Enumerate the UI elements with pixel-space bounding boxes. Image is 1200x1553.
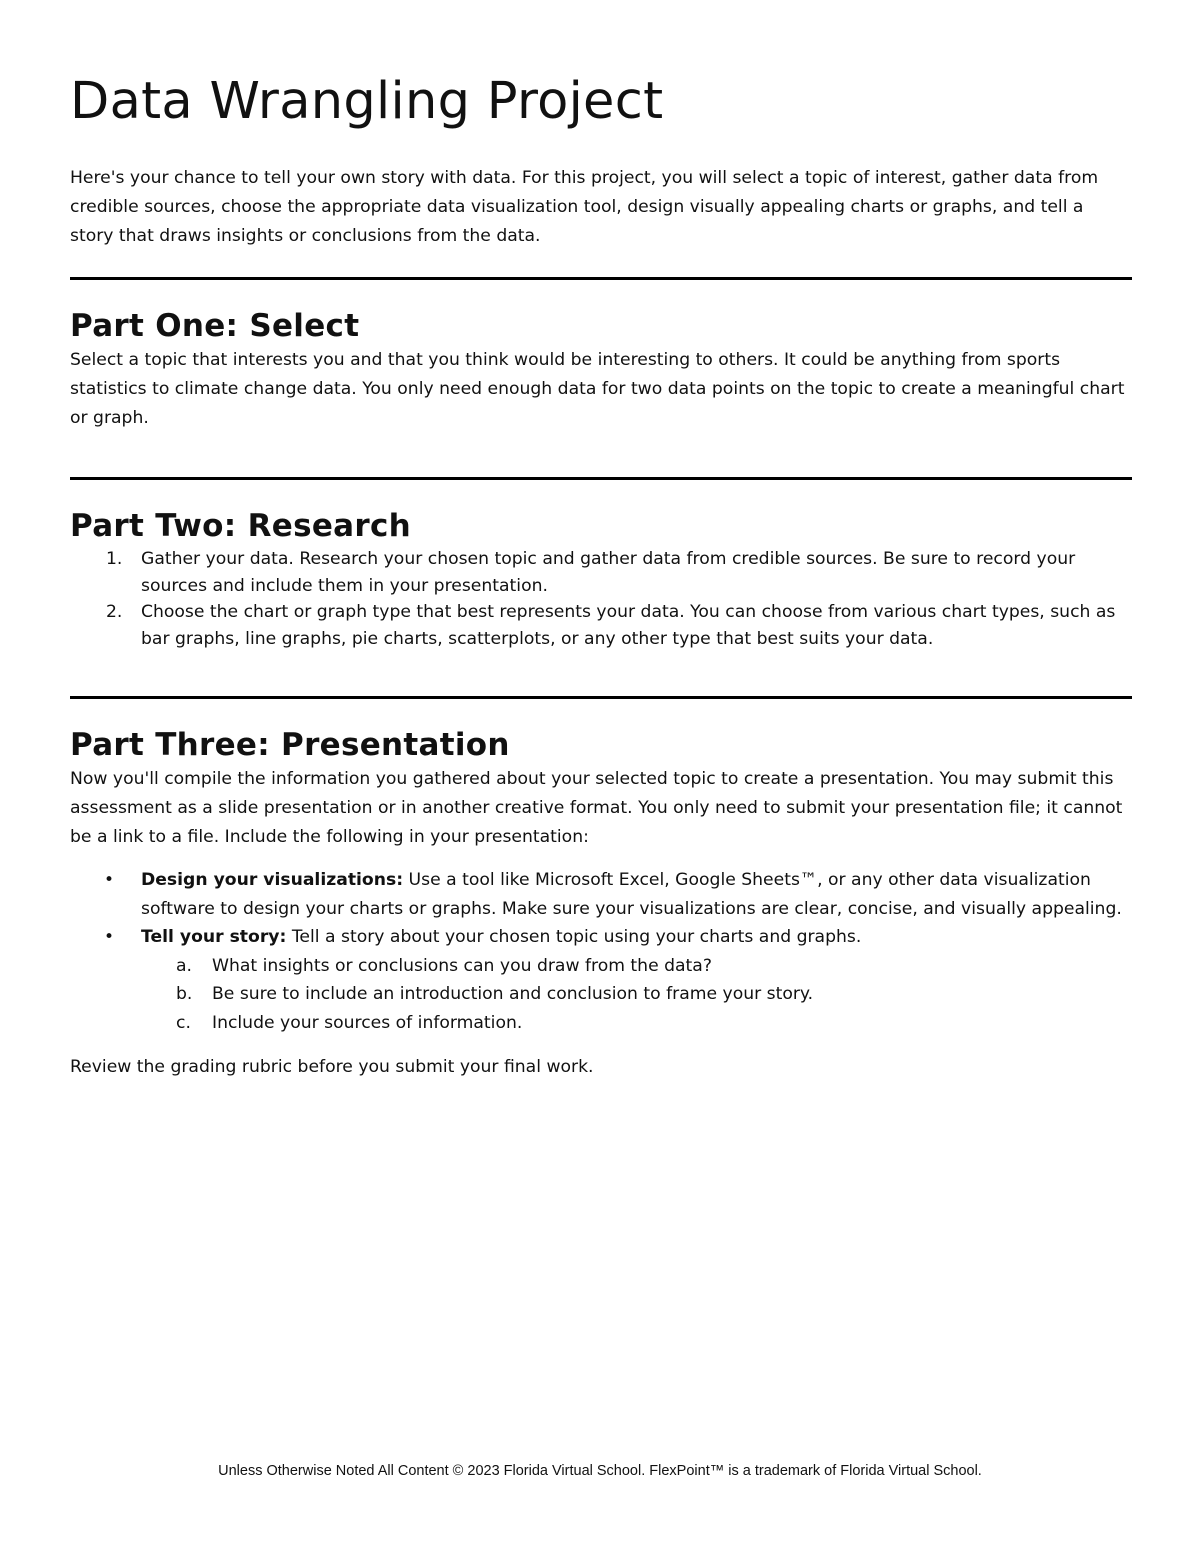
intro-paragraph: Here's your chance to tell your own story with data. For this project, you will select a topic of interest, gather data from credible sources, choose the appropriate data visualization tool, design visually appealing charts or graphs, and tell a story that draws insights or conclusions from the data. [70, 168, 1099, 246]
list-marker: 2. [106, 602, 123, 622]
part-three-body: Now you'll compile the information you gathered about your selected topic to create a presentation. You may submit this assessment as a slide presentation or in another creative format. You only need to submit your presentation file; it cannot be a link to a file. Include the following in your presentation: [70, 769, 1123, 847]
list-marker: c. [176, 1012, 191, 1033]
presentation-requirements [70, 866, 1132, 1037]
list-marker: 1. [106, 549, 123, 569]
list-item [70, 1009, 1132, 1038]
list-item-text: Choose the chart or graph type that best represents your data. You can choose from various chart types, such as bar graphs, line graphs, pie charts, scatterplots, or any other type that best suits your data. [141, 602, 1116, 649]
closing-note: Review the grading rubric before you submit your final work. [70, 1057, 594, 1077]
bullet-lead: Design your visualizations: [141, 870, 404, 890]
part-three-heading: Part Three: Presentation [70, 727, 510, 763]
list-marker: a. [176, 955, 192, 976]
list-item [70, 866, 1132, 923]
part-two-heading: Part Two: Research [70, 508, 411, 544]
list-item [70, 980, 1132, 1009]
page-title: Data Wrangling Project [70, 72, 664, 131]
list-item [70, 599, 1132, 652]
section-divider [70, 477, 1132, 480]
bullet-lead: Tell your story: [141, 927, 287, 947]
document-content [70, 68, 1132, 1082]
story-subitems [70, 952, 1132, 1038]
bullet-text: Use a tool like Microsoft Excel, Google Sheets™, or any other data visualization software to design your charts or graphs. Make sure your visualizations are clear, concise, and visually appealing. [141, 870, 1122, 919]
list-item-text: What insights or conclusions can you draw from the data? [212, 955, 712, 976]
list-item-text: Be sure to include an introduction and conclusion to frame your story. [212, 984, 814, 1004]
list-marker: b. [176, 984, 193, 1004]
list-item-text: Include your sources of information. [212, 1012, 523, 1033]
section-divider [70, 277, 1132, 280]
list-item-text: Gather your data. Research your chosen topic and gather data from credible sources. Be sure to record your sources and include them in your presentation. [141, 549, 1076, 596]
part-one-body: Select a topic that interests you and that you think would be interesting to others. It could be anything from sports statistics to climate change data. You only need enough data for two data points on the topic to create a meaningful chart or graph. [70, 350, 1125, 428]
list-item [70, 923, 1132, 1037]
part-two-steps [70, 546, 1132, 652]
list-item [70, 546, 1132, 599]
section-divider [70, 696, 1132, 699]
part-one-heading: Part One: Select [70, 308, 360, 344]
list-item [70, 952, 1132, 981]
bullet-icon: • [104, 870, 115, 890]
bullet-text: Tell a story about your chosen topic using your charts and graphs. [286, 927, 862, 947]
copyright-footer: Unless Otherwise Noted All Content © 2023 Florida Virtual School. FlexPoint™ is a trademark of Florida Virtual School. [218, 1463, 982, 1479]
bullet-icon: • [104, 927, 115, 947]
